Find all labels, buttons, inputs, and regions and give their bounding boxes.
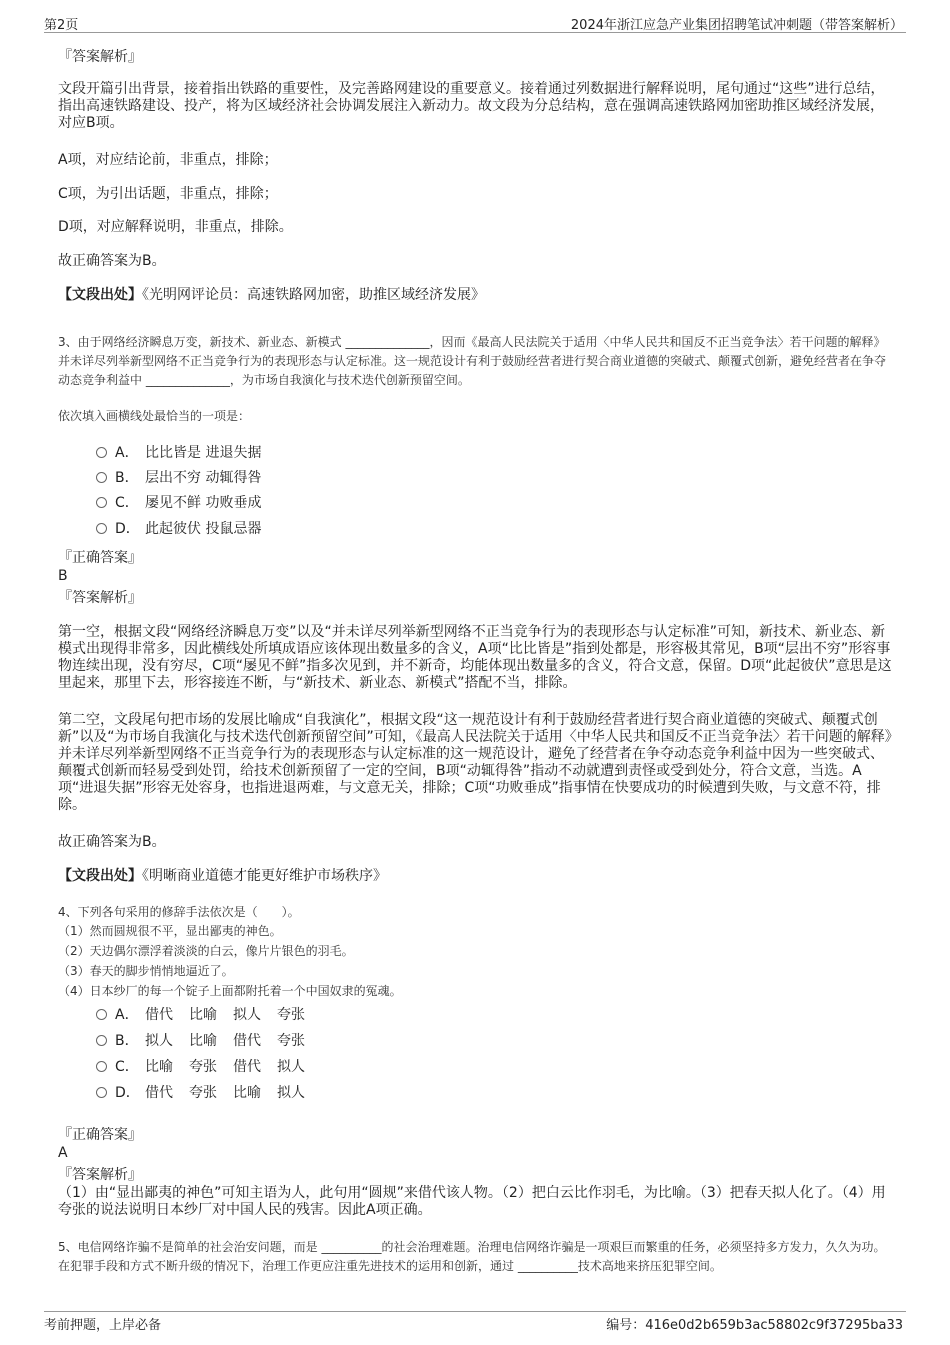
- source-label: 【文段出处】: [58, 868, 142, 884]
- option-letter: A．: [115, 1007, 139, 1023]
- option-word: 夸张: [277, 1007, 305, 1023]
- question-4-stem: 4、下列各句采用的修辞手法依次是（ ）。: [58, 905, 300, 919]
- radio-icon[interactable]: [96, 1035, 107, 1046]
- stem-part: ，因而《最高人民法院关于适用〈中华人民共和国反不正当竞争法〉若干问题的解释》并未详尽列举新型网络不正当竞争行为的表现形态与认定标准。这一规范设计有利于鼓励经营者进行契合商业道德的突破式、颠覆式创新，避免经营者在争夺动态竞争利益中: [58, 335, 887, 387]
- option-letter: B．: [115, 470, 139, 486]
- analysis-paragraph-2: 第二空，文段尾句把市场的发展比喻成“自我演化”，根据文段“这一规范设计有利于鼓励经营者进行契合商业道德的突破式、颠覆式创新”以及“为市场自我演化与技术迭代创新预留空间”可知，《最高人民法院关于适用〈中华人民共和国反不正当竞争法〉若干问题的解释》并未详尽列举新型网络不正当竞争行为的表现形态与认定标准的这一规范设计，避免了经营者在争夺动态竞争利益中因为一些突破式、颠覆式创新而轻易受到处罚，给技术创新预留了一定的空间，B项“动辄得咎”指动不动就遭到责怪或受到处分，符合文意，当选。A项“进退失据”形容无处容身，也指进退两难，与文意无关，排除；C项“功败垂成”指事情在快要成功的时候遭到失败，与文意不符，排除。: [58, 712, 892, 813]
- radio-icon[interactable]: [96, 472, 107, 483]
- option-word: 借代: [145, 1085, 173, 1101]
- question-5-stem: [58, 1238, 894, 1276]
- sentence-2: （2）天边偶尔漂浮着淡淡的白云，像片片银色的羽毛。: [58, 944, 354, 958]
- option-word: 借代: [233, 1059, 261, 1075]
- footer-divider: [44, 1311, 906, 1312]
- footer-slogan: 考前押题，上岸必备: [44, 1318, 162, 1333]
- radio-icon[interactable]: [96, 497, 107, 508]
- analysis-heading: 『答案解析』: [58, 49, 142, 65]
- option-word: 比喻: [145, 1059, 173, 1075]
- option-c[interactable]: [96, 493, 261, 513]
- blank: ______________: [145, 373, 230, 387]
- answer-value: B: [58, 568, 68, 584]
- analysis-conclusion: 故正确答案为B。: [58, 253, 166, 269]
- option-word: 比喻: [189, 1033, 217, 1049]
- option-word: 拟人: [277, 1085, 305, 1101]
- option-text: 比比皆是 进退失据: [145, 445, 262, 461]
- analysis-option-a: A项，对应结论前，非重点，排除；: [58, 152, 278, 168]
- analysis-paragraph: 文段开篇引出背景，接着指出铁路的重要性，及完善路网建设的重要意义。接着通过列数据进行解释说明，尾句通过“这些”进行总结，指出高速铁路建设、投产，将为区域经济社会协调发展注入新动力。故文段为分总结构，意在强调高速铁路网加密助推区域经济发展，对应B项。: [58, 81, 885, 131]
- document-id: 编号：416e0d2b659b3ac58802c9f37295ba33: [606, 1318, 903, 1333]
- answer-heading: 『正确答案』: [58, 550, 142, 566]
- option-word: 夸张: [277, 1033, 305, 1049]
- option-word: 比喻: [189, 1007, 217, 1023]
- option-a[interactable]: [96, 1005, 321, 1025]
- option-letter: B．: [115, 1033, 139, 1049]
- stem-part: 5、电信网络诈骗不是简单的社会治安问题，而是: [58, 1240, 322, 1254]
- analysis-paragraph: （1）由“显出鄙夷的神色”可知主语为人，此句用“圆规”来借代该人物。（2）把白云比作羽毛，为比喻。（3）把春天拟人化了。（4）用夸张的说法说明日本纱厂对中国人民的残害。因此A项正确。: [58, 1185, 886, 1218]
- analysis-paragraph-1: 第一空，根据文段“网络经济瞬息万变”以及“并未详尽列举新型网络不正当竞争行为的表现形态与认定标准”可知，新技术、新业态、新模式出现得非常多，因此横线处所填成语应该体现出数量多的含义，A项“比比皆是”指到处都是，形容极其常见，B项“层出不穷”形容事物连续出现，没有穷尽，C项“屡见不鲜”指多次见到，并不新奇，均能体现出数量多的含义，符合文意，保留。D项“此起彼伏”意思是这里起来，那里下去，形容接连不断，与“新技术、新业态、新模式”搭配不当，排除。: [58, 624, 892, 691]
- question-3-prompt: 依次填入画横线处最恰当的一项是：: [58, 409, 251, 423]
- blank: __________: [517, 1259, 578, 1273]
- stem-part: 3、由于网络经济瞬息万变，新技术、新业态、新模式: [58, 335, 346, 349]
- option-word: 夸张: [189, 1059, 217, 1075]
- option-text: 屡见不鲜 功败垂成: [145, 495, 262, 511]
- radio-icon[interactable]: [96, 1087, 107, 1098]
- option-a[interactable]: [96, 443, 261, 463]
- option-d[interactable]: [96, 519, 261, 539]
- option-d[interactable]: [96, 1083, 321, 1103]
- page-header: [0, 0, 950, 32]
- source-line: [58, 868, 894, 885]
- source-title: 《明晰商业道德才能更好维护市场秩序》: [142, 868, 387, 884]
- option-letter: C．: [115, 1059, 139, 1075]
- answer-heading: 『正确答案』: [58, 1127, 142, 1143]
- stem-part: 的社会治理难题。治理电信网络诈骗是一项艰巨而繁重的任务，必须坚持多方发力，久久为功。在犯罪手段和方式不断升级的情况下，治理工作更应注重先进技术的运用和创新，通过: [58, 1240, 886, 1273]
- sentence-4: （4）日本纱厂的每一个锭子上面都附托着一个中国奴隶的冤魂。: [58, 984, 402, 998]
- radio-icon[interactable]: [96, 1061, 107, 1072]
- option-word: 拟人: [145, 1033, 173, 1049]
- option-c[interactable]: [96, 1057, 321, 1077]
- option-word: 夸张: [189, 1085, 217, 1101]
- header-divider: [44, 32, 906, 33]
- analysis-option-c: C项，为引出话题，非重点，排除；: [58, 186, 278, 202]
- option-word: 借代: [145, 1007, 173, 1023]
- analysis-heading: 『答案解析』: [58, 590, 142, 606]
- stem-part: ，为市场自我演化与技术迭代创新预留空间。: [229, 373, 470, 387]
- radio-icon[interactable]: [96, 447, 107, 458]
- option-letter: D．: [115, 521, 140, 537]
- stem-part: 技术高地来挤压犯罪空间。: [577, 1259, 722, 1273]
- option-word: 拟人: [233, 1007, 261, 1023]
- blank: ______________: [345, 335, 430, 349]
- option-word: 拟人: [277, 1059, 305, 1075]
- option-b[interactable]: [96, 1031, 321, 1051]
- option-text: 此起彼伏 投鼠忌器: [145, 521, 262, 537]
- source-title: 《光明网评论员：高速铁路网加密，助推区域经济发展》: [142, 287, 485, 303]
- page-number: 第2页: [44, 18, 79, 33]
- option-text: 层出不穷 动辄得咎: [145, 470, 262, 486]
- answer-value: A: [58, 1145, 68, 1161]
- option-b[interactable]: [96, 468, 261, 488]
- option-word: 比喻: [233, 1085, 261, 1101]
- sentence-1: （1）然而圆规很不平，显出鄙夷的神色。: [58, 924, 282, 938]
- radio-icon[interactable]: [96, 523, 107, 534]
- source-line: [58, 287, 894, 304]
- option-letter: C．: [115, 495, 139, 511]
- option-letter: A．: [115, 445, 139, 461]
- source-label: 【文段出处】: [58, 287, 142, 303]
- document-title: 2024年浙江应急产业集团招聘笔试冲刺题（带答案解析）: [570, 18, 903, 33]
- analysis-heading: 『答案解析』: [58, 1167, 142, 1183]
- radio-icon[interactable]: [96, 1009, 107, 1020]
- blank: __________: [321, 1240, 382, 1254]
- question-3-stem: [58, 333, 894, 390]
- option-word: 借代: [233, 1033, 261, 1049]
- sentence-3: （3）春天的脚步悄悄地逼近了。: [58, 964, 234, 978]
- analysis-conclusion: 故正确答案为B。: [58, 834, 166, 850]
- option-letter: D．: [115, 1085, 140, 1101]
- analysis-option-d: D项，对应解释说明，非重点，排除。: [58, 219, 293, 235]
